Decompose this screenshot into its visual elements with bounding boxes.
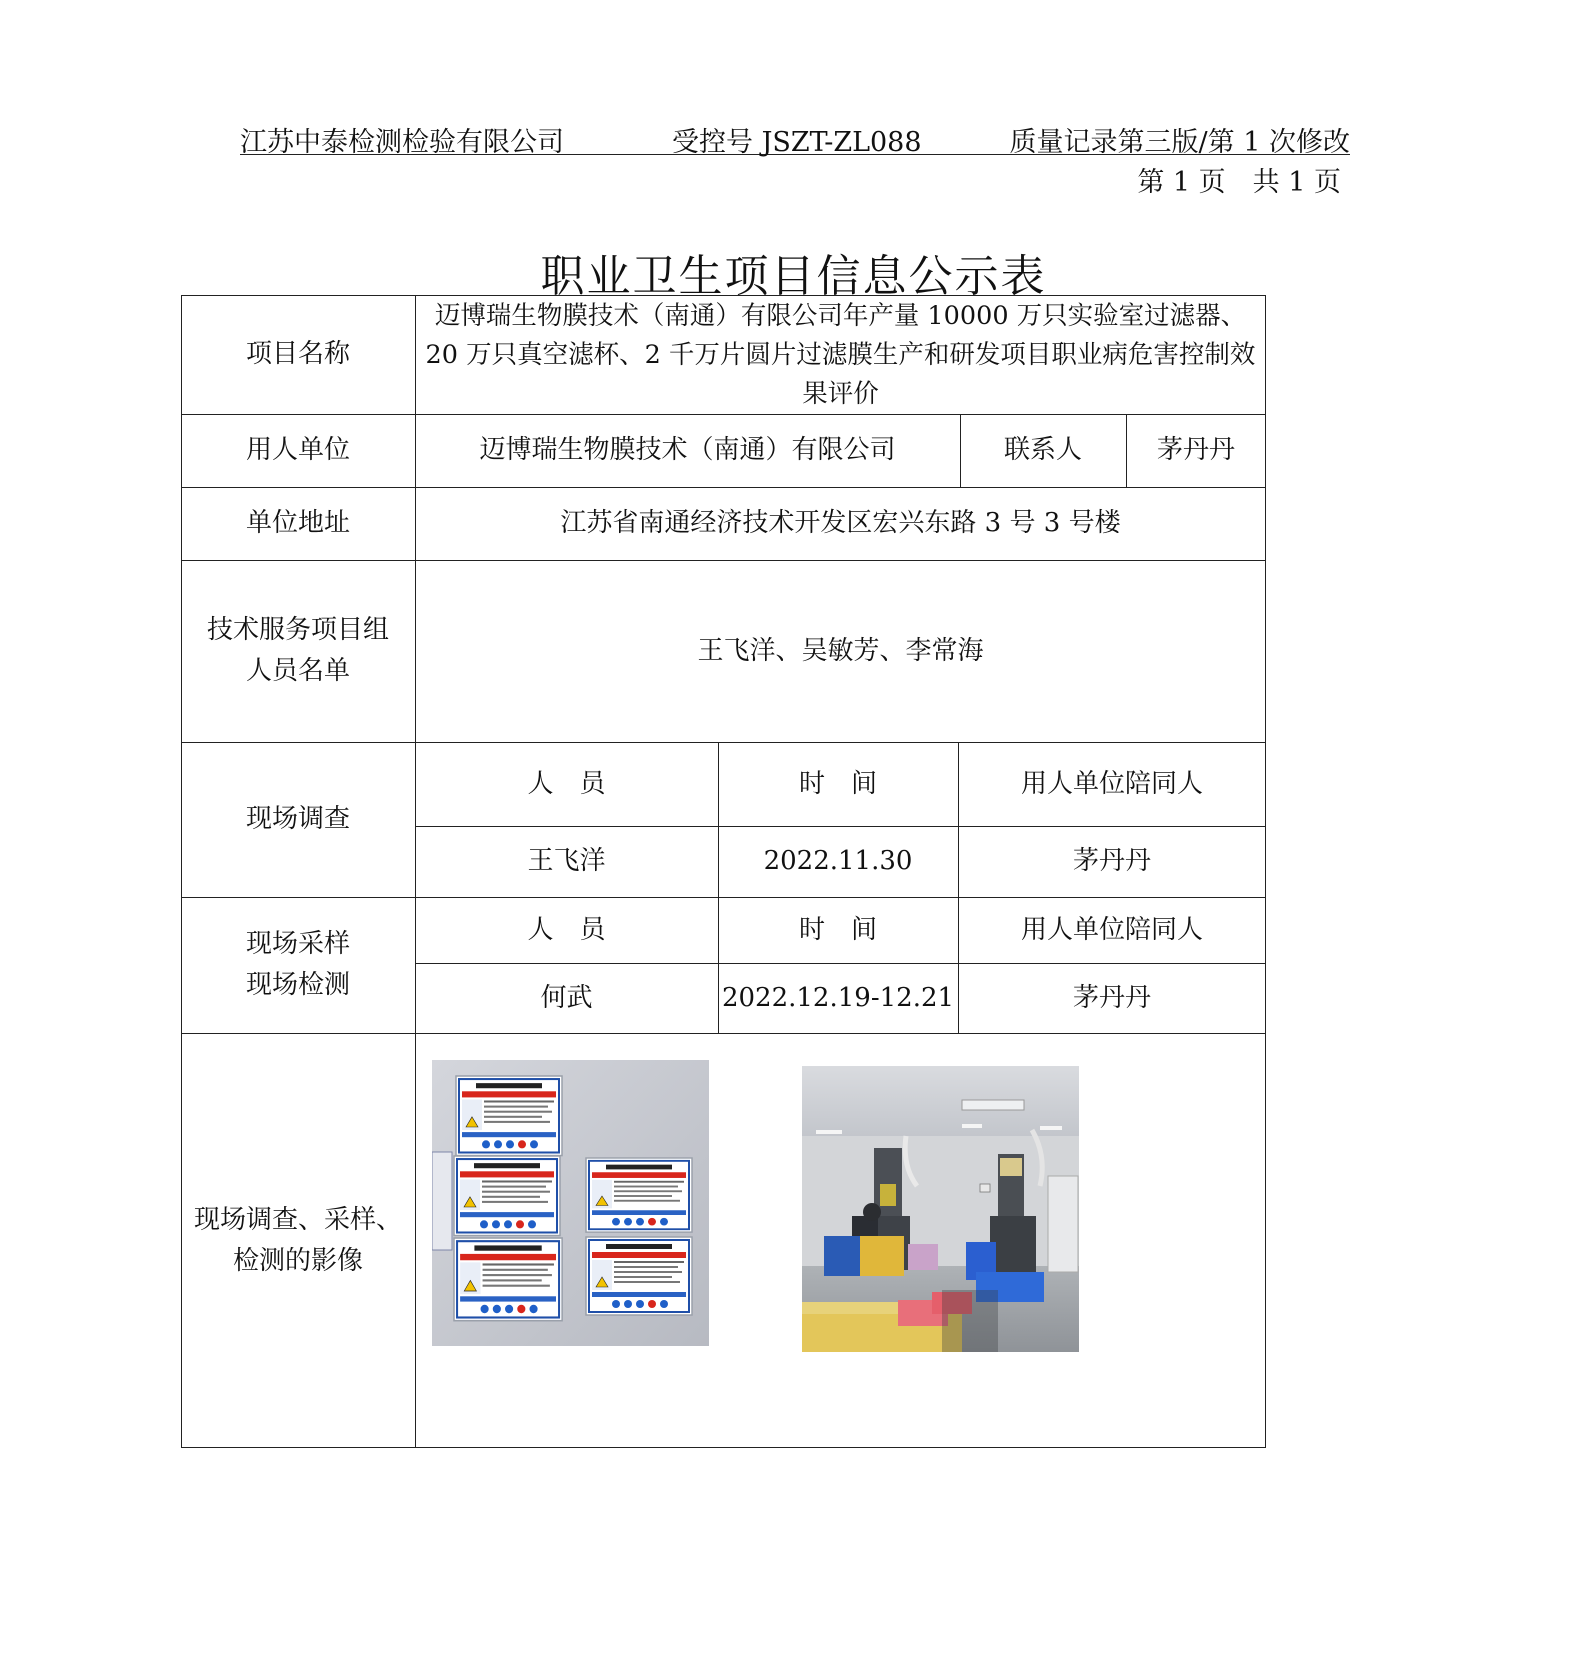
control-number: 受控号 JSZT-ZL088 [672, 127, 922, 158]
survey-col-escort: 用人单位陪同人 [1020, 768, 1203, 799]
project-name-value: 迈博瑞生物膜技术（南通）有限公司年产量 10000 万只实验室过滤器、20 万只真空滤杯、2 千万片圆片过滤膜生产和研发项目职业病危害控制效果评价 [425, 300, 1256, 409]
survey-label: 现场调查 [245, 804, 350, 834]
contact-value: 茅丹丹 [1156, 435, 1235, 465]
workshop-image [802, 1066, 1079, 1352]
sampling-label [181, 897, 415, 1033]
survey-person: 王飞洋 [527, 846, 606, 876]
survey-escort: 茅丹丹 [1072, 846, 1151, 876]
survey-time: 2022.11.30 [763, 846, 913, 876]
document-header [240, 116, 1350, 158]
employer-label: 用人单位 [245, 435, 350, 465]
sampling-col-time: 时 间 [798, 914, 877, 945]
employer-value: 迈博瑞生物膜技术（南通）有限公司 [479, 435, 896, 465]
team-value: 王飞洋、吴敏芳、李常海 [697, 635, 984, 666]
sampling-time: 2022.12.19-12.21 [721, 982, 955, 1013]
page-number: 第 1 页 共 1 页 [1137, 167, 1341, 198]
warning-signs-photo [432, 1060, 709, 1346]
images-label: 现场调查、采样、检测的影像 [193, 1204, 402, 1276]
survey-col-time: 时 间 [798, 768, 877, 799]
contact-label: 联系人 [1003, 435, 1082, 465]
sampling-col-escort: 用人单位陪同人 [1020, 914, 1203, 945]
page-title: 职业卫生项目信息公示表 [540, 251, 1047, 302]
sampling-escort: 茅丹丹 [1072, 982, 1151, 1013]
workshop-photo [802, 1066, 1079, 1352]
address-label: 单位地址 [245, 508, 350, 538]
warning-signs-image [432, 1060, 709, 1346]
sampling-col-person: 人 员 [527, 914, 606, 945]
company-name: 江苏中泰检测检验有限公司 [240, 127, 564, 158]
project-name-label: 项目名称 [245, 339, 350, 369]
team-label: 技术服务项目组人员名单 [206, 615, 389, 686]
sampling-label-line2: 现场检测 [245, 970, 350, 1000]
address-value: 江苏省南通经济技术开发区宏兴东路 3 号 3 号楼 [560, 508, 1121, 538]
survey-col-person: 人 员 [527, 768, 606, 799]
sampling-label-line1: 现场采样 [245, 929, 350, 959]
sampling-person: 何武 [540, 982, 593, 1013]
version-info: 质量记录第三版/第 1 次修改 [1009, 127, 1350, 158]
